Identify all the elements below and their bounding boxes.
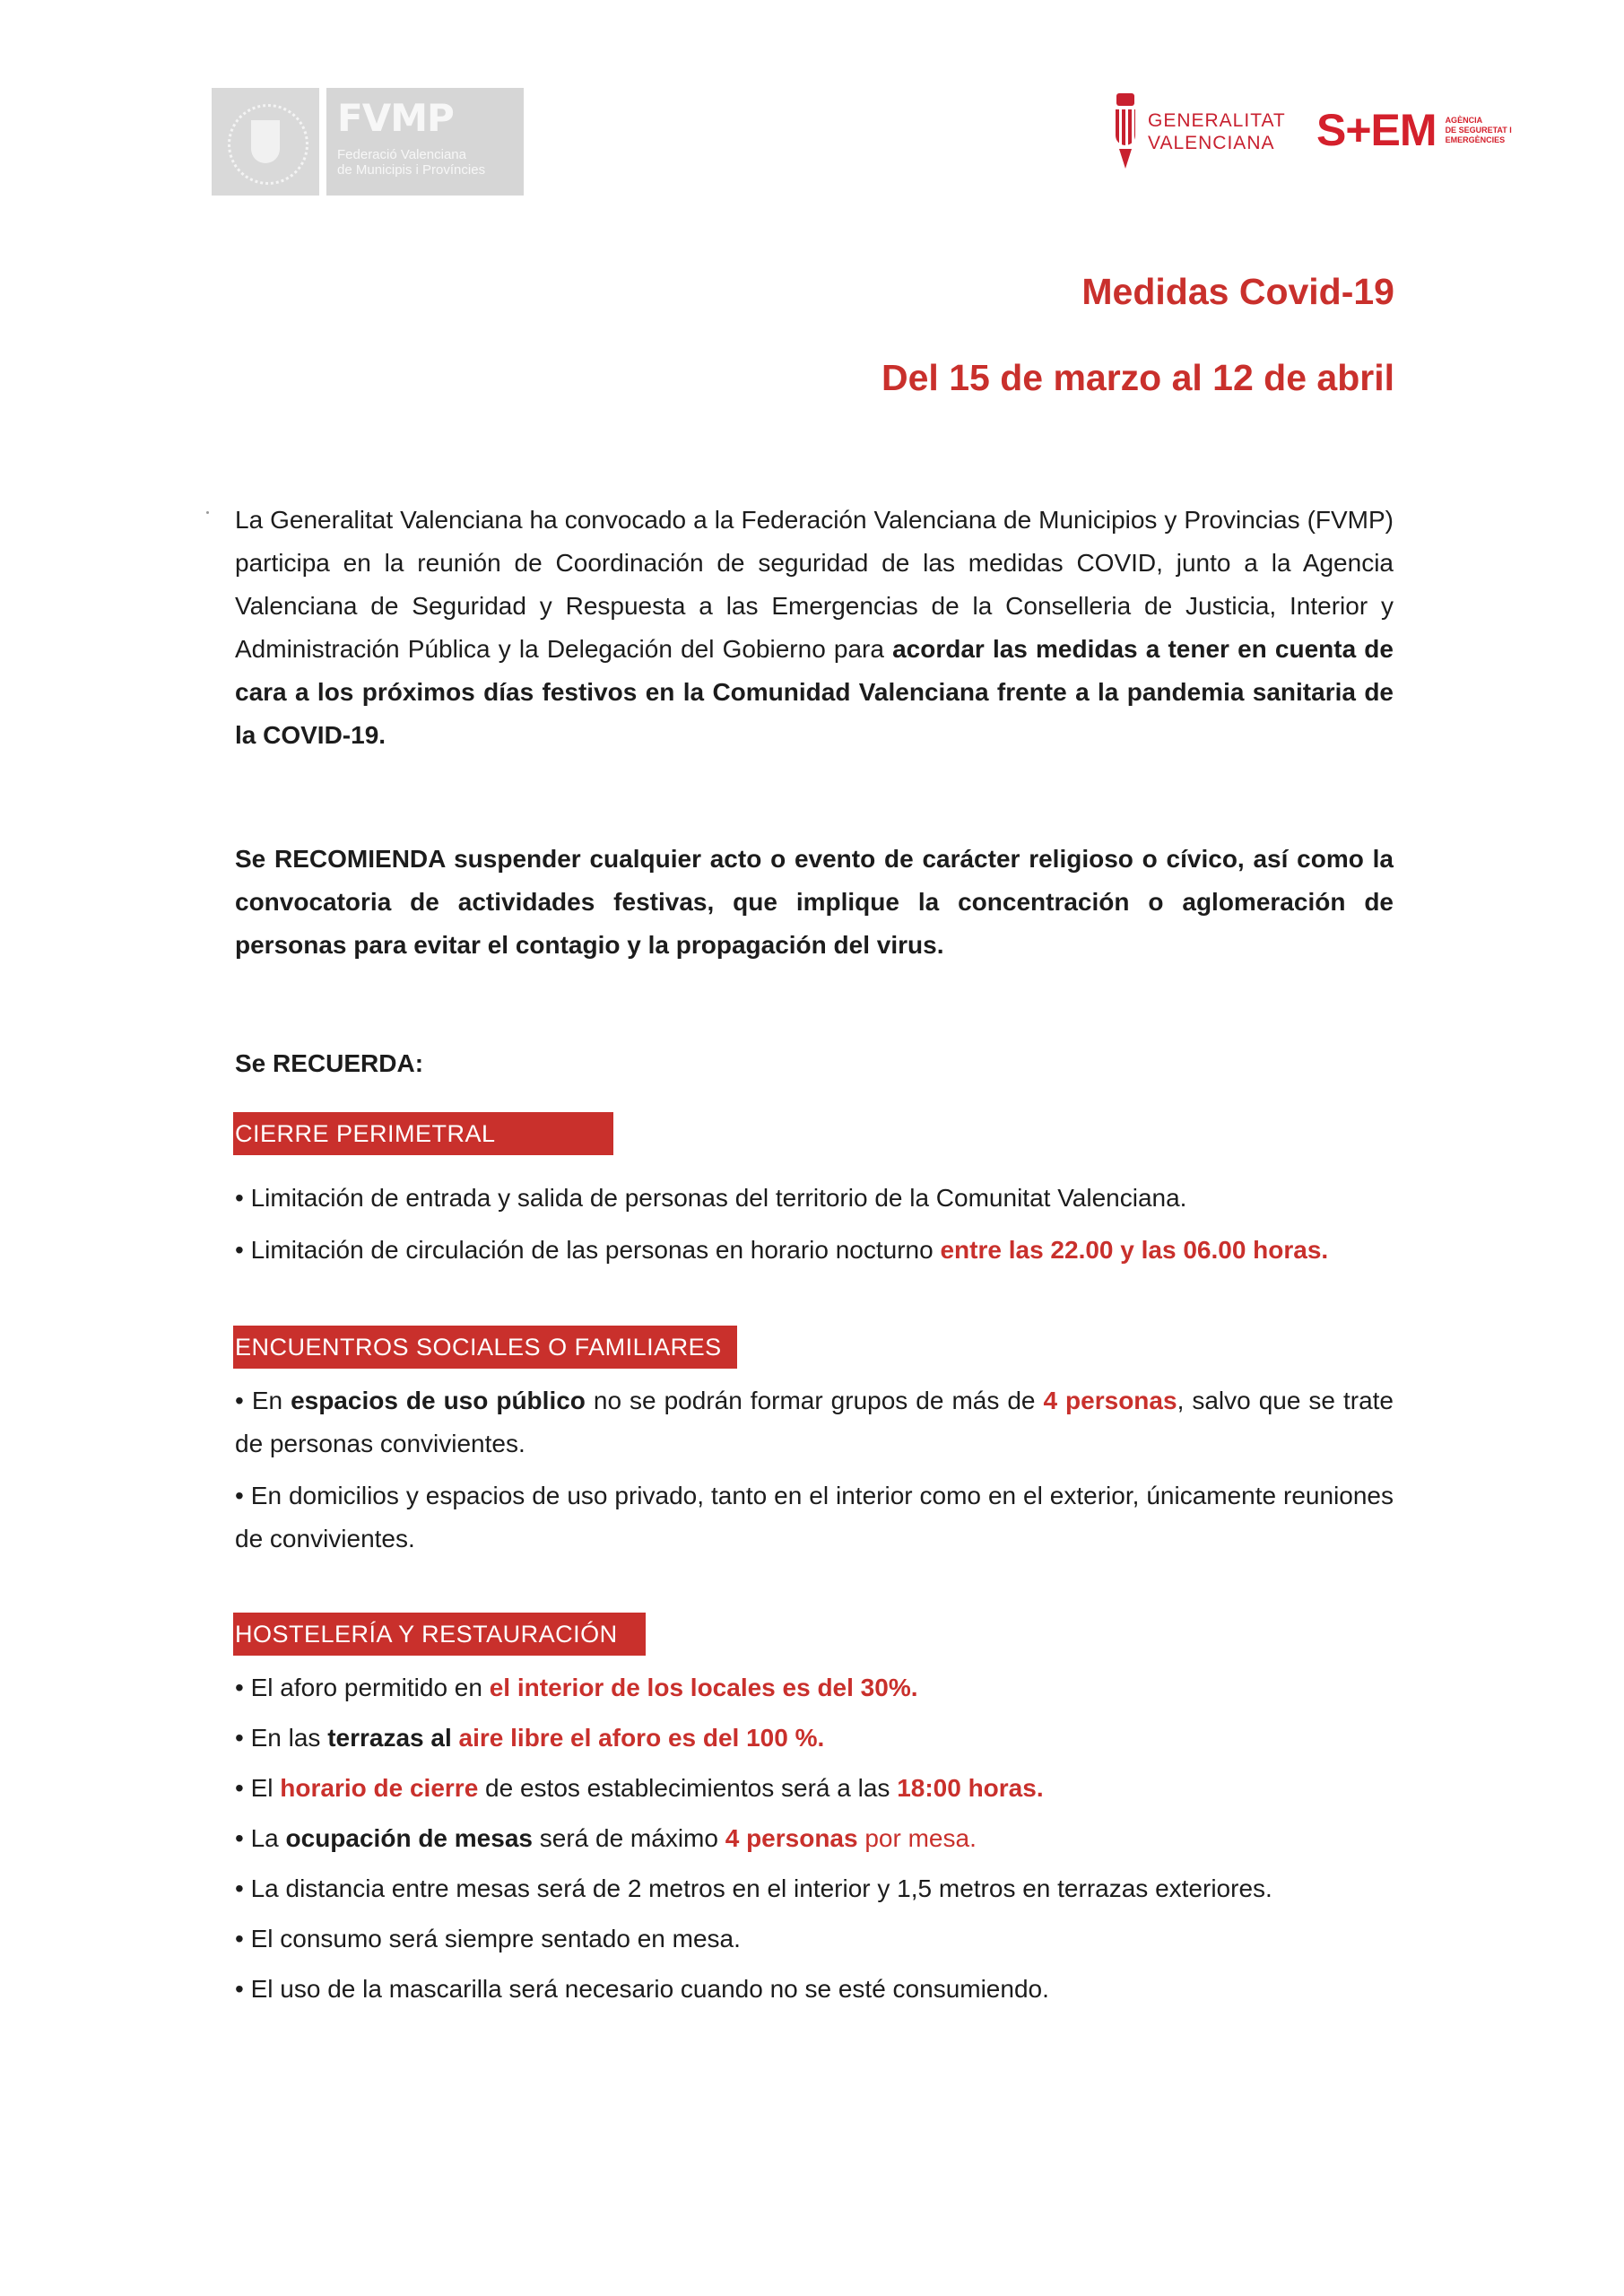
recommendation-paragraph: Se RECOMIENDA suspender cualquier acto o evento de carácter religioso o cívico, así como la convocatoria de actividades festivas, que implique la concentración o aglomeración de personas para evitar el contagio y la propagación del virus. [235,845,1394,959]
fvmp-logo-box [326,88,524,196]
recuerda-heading: Se RECUERDA: [235,1049,424,1077]
hosteleria-item4-e: por mesa. [857,1824,977,1852]
cierre-item1-text: Limitación de entrada y salida de personas del territorio de la Comunitat Valenciana. [250,1184,1187,1212]
scan-speck [206,511,209,514]
hosteleria-item7-text: El uso de la mascarilla será necesario cuando no se esté consumiendo. [250,1975,1049,2003]
generalitat-logo [1114,93,1286,170]
intro-paragraph [235,499,1394,757]
list-item [235,1717,1394,1760]
hosteleria-item5-text: La distancia entre mesas será de 2 metros en el interior y 1,5 metros en terrazas exteriores. [250,1874,1272,1902]
page-subtitle-dates: Del 15 de marzo al 12 de abril [881,357,1394,398]
list-item [235,1177,1394,1220]
hosteleria-item2-b: terrazas al [327,1724,452,1752]
encuentros-item1-d: 4 personas [1043,1387,1177,1414]
hosteleria-item4-a: La [250,1824,286,1852]
encuentros-item1-a: En [251,1387,291,1414]
bullet-icon: • [235,1925,244,1952]
bullet-icon: • [235,1184,244,1212]
section-heading-hosteleria: HOSTELERÍA Y RESTAURACIÓN [233,1613,646,1656]
fvmp-acronym: FVMP [337,96,454,140]
sem-line1: AGÈNCIA [1445,115,1483,125]
generalitat-line1: GENERALITAT [1148,110,1286,131]
list-item [235,1968,1394,2011]
generalitat-shield-icon [1114,93,1137,170]
bullet-icon: • [235,1774,244,1802]
page-title: Medidas Covid-19 [1081,271,1394,312]
list-item [235,1474,1394,1561]
encuentros-item2-text: En domicilios y espacios de uso privado, tanto en el interior como en el exterior, únicamente reuniones de convivientes. [235,1482,1394,1552]
fvmp-line2: de Municipis i Províncies [337,162,486,178]
encuentros-item1-b: espacios de uso público [291,1387,586,1414]
hosteleria-item3-c: de estos establecimientos será a las [478,1774,898,1802]
hosteleria-item3-b: horario de cierre [280,1774,479,1802]
encuentros-item1-c: no se podrán formar grupos de más de [585,1387,1044,1414]
sem-mark: S+EM [1316,105,1437,155]
bullet-icon: • [235,1824,244,1852]
sem-logo [1316,106,1512,154]
hosteleria-item2-d: aire libre el aforo es del 100 %. [458,1724,825,1752]
list-item [235,1666,1394,1709]
hosteleria-item1-a: El aforo permitido en [250,1674,490,1701]
hosteleria-item1-b: el interior de los locales es del 30%. [489,1674,918,1701]
bullet-icon: • [235,1874,244,1902]
bullet-icon: • [235,1724,244,1752]
list-item [235,1817,1394,1860]
section-heading-encuentros: ENCUENTROS SOCIALES O FAMILIARES [233,1326,737,1369]
fvmp-line1: Federació Valenciana [337,147,466,162]
sem-line3: EMERGÈNCIES [1445,135,1506,144]
list-item [235,1867,1394,1910]
bullet-icon: • [235,1674,244,1701]
sem-line2: DE SEGURETAT I [1445,125,1512,135]
fvmp-logo [212,88,524,196]
hosteleria-item2-c [452,1724,459,1752]
hosteleria-item3-a: El [250,1774,281,1802]
cierre-item2-text: Limitación de circulación de las personas en horario nocturno [250,1236,941,1264]
cierre-item2-highlight: entre las 22.00 y las 06.00 horas. [940,1236,1329,1264]
fvmp-seal-icon [212,88,319,196]
hosteleria-item3-d: 18:00 horas. [897,1774,1044,1802]
hosteleria-item6-text: El consumo será siempre sentado en mesa. [250,1925,741,1952]
list-item [235,1229,1394,1272]
hosteleria-item4-b: ocupación de mesas [285,1824,533,1852]
list-item [235,1767,1394,1810]
generalitat-text [1148,109,1286,154]
bullet-icon: • [235,1975,244,2003]
list-item [235,1918,1394,1961]
bullet-icon: • [235,1482,244,1509]
list-item [235,1379,1394,1465]
bullet-icon: • [235,1387,244,1414]
section-heading-cierre: CIERRE PERIMETRAL [233,1112,613,1155]
encuentros-list [235,1379,1394,1561]
hosteleria-list [235,1666,1394,2018]
generalitat-line2: VALENCIANA [1148,133,1275,153]
hosteleria-item4-c: será de máximo [532,1824,725,1852]
bullet-icon: • [235,1236,244,1264]
cierre-list [235,1177,1394,1272]
sem-text [1446,116,1512,145]
intro-text: La Generalitat Valenciana ha convocado a la Federación Valenciana de Municipios y Provincias (FVMP) participa en la reunión de Coordinación de seguridad de las medidas COVID, junto a la Agencia Valenciana de Seguridad y Respuesta a las Emergencias de la Conselleria de Justicia, Interior y Administración Pública y la Delegación del Gobierno para [235,506,1394,663]
hosteleria-item2-a: En las [250,1724,328,1752]
hosteleria-item4-d: 4 personas [725,1824,858,1852]
encuentros-item1-e: , salvo que se trate de personas convivientes. [235,1387,1394,1457]
intro-bold-text: acordar las medidas a tener en cuenta de cara a los próximos días festivos en la Comunidad Valenciana frente a la pandemia sanitaria de la COVID-19. [235,635,1394,749]
